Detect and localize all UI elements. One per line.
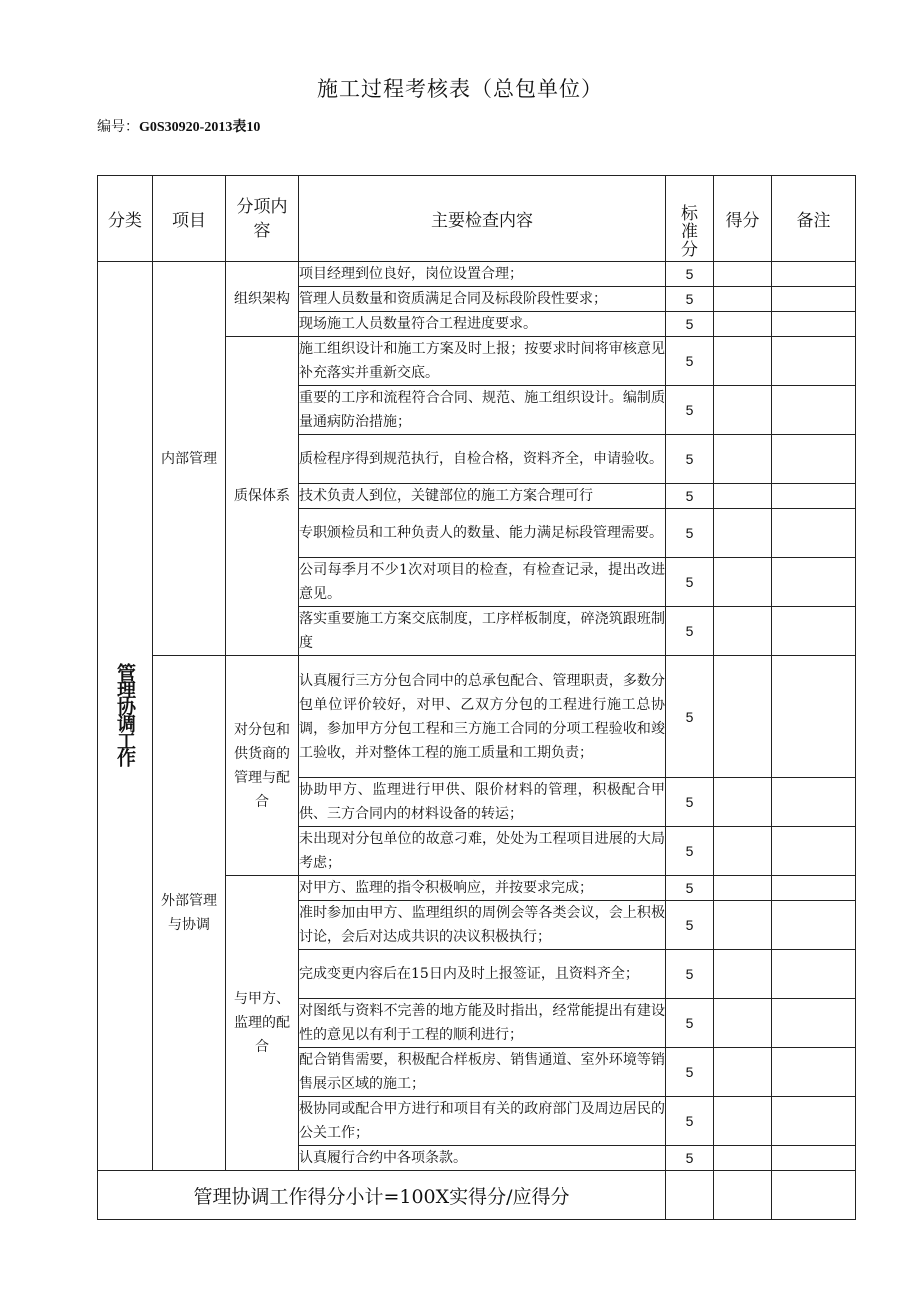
- score-input-cell[interactable]: [714, 778, 772, 827]
- check-content: 项目经理到位良好，岗位设置合理；: [299, 262, 666, 287]
- remark-input-cell[interactable]: [772, 827, 856, 876]
- remark-input-cell[interactable]: [772, 950, 856, 999]
- standard-score: 5: [666, 778, 714, 827]
- header-standard: [666, 176, 714, 262]
- remark-input-cell[interactable]: [772, 509, 856, 558]
- score-input-cell[interactable]: [714, 1097, 772, 1146]
- standard-score: 5: [666, 558, 714, 607]
- remark-input-cell[interactable]: [772, 484, 856, 509]
- check-content: 落实重要施工方案交底制度，工序样板制度，碎浇筑跟班制度: [299, 607, 666, 656]
- score-input-cell[interactable]: [714, 1048, 772, 1097]
- score-input-cell[interactable]: [714, 435, 772, 484]
- header-sub-item: 分项内容: [226, 176, 299, 262]
- standard-score: 5: [666, 484, 714, 509]
- check-content: 完成变更内容后在15日内及时上报签证，且资料齐全；: [299, 950, 666, 999]
- check-content: 对甲方、监理的指令积极响应，并按要求完成；: [299, 876, 666, 901]
- score-input-cell[interactable]: [714, 337, 772, 386]
- score-input-cell[interactable]: [714, 827, 772, 876]
- standard-score: 5: [666, 1146, 714, 1171]
- remark-input-cell[interactable]: [772, 778, 856, 827]
- header-remark: 备注: [772, 176, 856, 262]
- page-title: 施工过程考核表（总包单位）: [317, 77, 603, 101]
- check-content: 现场施工人员数量符合工程进度要求。: [299, 312, 666, 337]
- subtotal-remark-cell[interactable]: [772, 1171, 856, 1220]
- score-input-cell[interactable]: [714, 999, 772, 1048]
- remark-input-cell[interactable]: [772, 435, 856, 484]
- sub-item-subcontract: 对分包和供货商的管理与配合: [226, 656, 299, 876]
- score-input-cell[interactable]: [714, 558, 772, 607]
- check-content: 准时参加由甲方、监理组织的周例会等各类会议，会上积极讨论，会后对达成共识的决议积极执行；: [299, 901, 666, 950]
- document-number-label: 编号：: [97, 119, 139, 135]
- score-input-cell[interactable]: [714, 607, 772, 656]
- remark-input-cell[interactable]: [772, 558, 856, 607]
- check-content: 认真履行合约中各项条款。: [299, 1146, 666, 1171]
- table-row: [98, 262, 856, 287]
- remark-input-cell[interactable]: [772, 1146, 856, 1171]
- standard-score: 5: [666, 435, 714, 484]
- standard-score: 5: [666, 950, 714, 999]
- score-input-cell[interactable]: [714, 484, 772, 509]
- score-input-cell[interactable]: [714, 901, 772, 950]
- remark-input-cell[interactable]: [772, 656, 856, 778]
- assessment-table: [97, 175, 856, 1220]
- score-input-cell[interactable]: [714, 386, 772, 435]
- remark-input-cell[interactable]: [772, 262, 856, 287]
- check-content: 重要的工序和流程符合合同、规范、施工组织设计。编制质量通病防治措施；: [299, 386, 666, 435]
- sub-item-organization: 组织架构: [226, 262, 299, 337]
- subtotal-row: [98, 1171, 856, 1220]
- check-content: 公司每季月不少1次对项目的检查，有检查记录，提出改进意见。: [299, 558, 666, 607]
- score-input-cell[interactable]: [714, 262, 772, 287]
- item-external-coordination: 外部管理与协调: [153, 656, 226, 1171]
- remark-input-cell[interactable]: [772, 312, 856, 337]
- subtotal-standard-cell: [666, 1171, 714, 1220]
- standard-score: 5: [666, 337, 714, 386]
- standard-score: 5: [666, 287, 714, 312]
- document-number: [97, 116, 260, 136]
- score-input-cell[interactable]: [714, 312, 772, 337]
- standard-score: 5: [666, 999, 714, 1048]
- score-input-cell[interactable]: [714, 287, 772, 312]
- check-content: 协助甲方、监理进行甲供、限价材料的管理，积极配合甲供、三方合同内的材料设备的转运；: [299, 778, 666, 827]
- check-content: 对图纸与资料不完善的地方能及时指出，经常能提出有建设性的意见以有利于工程的顺利进行；: [299, 999, 666, 1048]
- score-input-cell[interactable]: [714, 656, 772, 778]
- item-internal-management: 内部管理: [153, 262, 226, 656]
- table-row: [98, 656, 856, 778]
- check-content: 配合销售需要，积极配合样板房、销售通道、室外环境等销售展示区域的施工；: [299, 1048, 666, 1097]
- standard-score: 5: [666, 1097, 714, 1146]
- header-score: 得分: [714, 176, 772, 262]
- subtotal-label: 管理协调工作得分小计=100X实得分/应得分: [98, 1171, 666, 1220]
- check-content: 认真履行三方分包合同中的总承包配合、管理职责，多数分包单位评价较好，对甲、乙双方分包的工程进行施工总协调，参加甲方分包工程和三方施工合同的分项工程验收和竣工验收，并对整体工程的施工质量和工期负责；: [299, 656, 666, 778]
- check-content: 技术负责人到位，关键部位的施工方案合理可行: [299, 484, 666, 509]
- standard-score: 5: [666, 901, 714, 950]
- remark-input-cell[interactable]: [772, 386, 856, 435]
- check-content: 质检程序得到规范执行，自检合格，资料齐全，申请验收。: [299, 435, 666, 484]
- score-input-cell[interactable]: [714, 1146, 772, 1171]
- standard-score: 5: [666, 876, 714, 901]
- header-standard-text: 标准分: [681, 204, 698, 260]
- standard-score: 5: [666, 509, 714, 558]
- score-input-cell[interactable]: [714, 950, 772, 999]
- table-header-row: [98, 176, 856, 262]
- standard-score: 5: [666, 656, 714, 778]
- standard-score: 5: [666, 1048, 714, 1097]
- remark-input-cell[interactable]: [772, 607, 856, 656]
- check-content: 极协同或配合甲方进行和项目有关的政府部门及周边居民的公关工作；: [299, 1097, 666, 1146]
- check-content: 专职颁检员和工种负责人的数量、能力满足标段管理需要。: [299, 509, 666, 558]
- standard-score: 5: [666, 827, 714, 876]
- check-content: 未出现对分包单位的故意刁难，处处为工程项目进展的大局考虑；: [299, 827, 666, 876]
- remark-input-cell[interactable]: [772, 876, 856, 901]
- header-content: 主要检查内容: [299, 176, 666, 262]
- category-cell: [98, 262, 153, 1171]
- check-content: 施工组织设计和施工方案及时上报；按要求时间将审核意见补充落实并重新交底。: [299, 337, 666, 386]
- standard-score: 5: [666, 262, 714, 287]
- standard-score: 5: [666, 312, 714, 337]
- sub-item-owner-supervisor: 与甲方、监理的配合: [226, 876, 299, 1171]
- remark-input-cell[interactable]: [772, 1097, 856, 1146]
- standard-score: 5: [666, 386, 714, 435]
- category-label: 管理协调工作: [114, 663, 136, 765]
- remark-input-cell[interactable]: [772, 337, 856, 386]
- remark-input-cell[interactable]: [772, 901, 856, 950]
- header-category: 分类: [98, 176, 153, 262]
- subtotal-score-cell[interactable]: [714, 1171, 772, 1220]
- standard-score: 5: [666, 607, 714, 656]
- check-content: 管理人员数量和资质满足合同及标段阶段性要求；: [299, 287, 666, 312]
- remark-input-cell[interactable]: [772, 1048, 856, 1097]
- document-number-value: G0S30920-2013表10: [139, 120, 261, 135]
- remark-input-cell[interactable]: [772, 287, 856, 312]
- score-input-cell[interactable]: [714, 876, 772, 901]
- header-item: 项目: [153, 176, 226, 262]
- score-input-cell[interactable]: [714, 509, 772, 558]
- sub-item-quality-system: 质保体系: [226, 337, 299, 656]
- remark-input-cell[interactable]: [772, 999, 856, 1048]
